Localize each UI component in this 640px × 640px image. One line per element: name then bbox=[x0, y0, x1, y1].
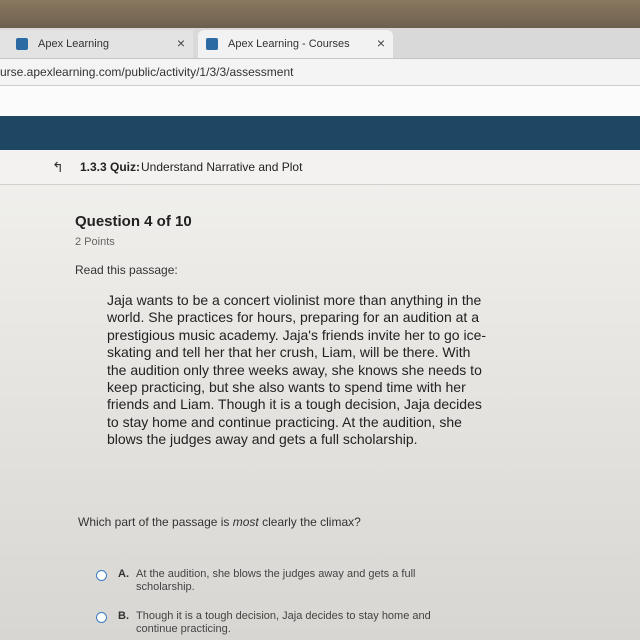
tab-title: Apex Learning bbox=[38, 38, 109, 50]
prompt-emphasis: most bbox=[232, 515, 259, 529]
apex-favicon-icon bbox=[16, 38, 28, 50]
question-panel bbox=[0, 185, 640, 640]
question-instruction: Read this passage: bbox=[75, 263, 178, 277]
apex-favicon-icon bbox=[206, 38, 218, 50]
monitor-bezel bbox=[0, 0, 640, 28]
close-tab-icon[interactable]: × bbox=[376, 35, 385, 51]
tab-apex-courses[interactable] bbox=[198, 30, 393, 58]
browser-tab-bar bbox=[0, 28, 640, 59]
quiz-title: Understand Narrative and Plot bbox=[141, 160, 303, 174]
tab-title: Apex Learning - Courses bbox=[228, 38, 350, 50]
radio-button[interactable] bbox=[96, 612, 107, 623]
quiz-header bbox=[0, 150, 640, 185]
question-points: 2 Points bbox=[75, 236, 115, 248]
page-top-area bbox=[0, 86, 640, 116]
prompt-text-end: clearly the climax? bbox=[258, 515, 361, 529]
option-letter: A. bbox=[118, 568, 129, 580]
address-bar[interactable] bbox=[0, 59, 640, 86]
reading-passage: Jaja wants to be a concert violinist more than anything in the world. She practices for hours, preparing for an audition at a prestigious music academy. Jaja's friends invite her to go ice-skating and tell her that her crush, Liam, will be there. With the audition only three weeks away, she knows she needs to keep practicing, but she also wants to spend time with her friends and Liam. Though it is a tough decision, Jaja decides to stay home and continue practicing. At the audition, she blows the judges away and gets a full scholarship. bbox=[107, 292, 487, 448]
back-arrow-icon[interactable]: ↰ bbox=[52, 159, 64, 175]
option-text[interactable]: Though it is a tough decision, Jaja decides to stay home and continue practicing. bbox=[136, 610, 431, 635]
quiz-number: 1.3.3 bbox=[80, 160, 107, 174]
url-text[interactable]: urse.apexlearning.com/public/activity/1/3/3/assessment bbox=[0, 65, 294, 79]
question-title: Question 4 of 10 bbox=[75, 213, 192, 230]
option-text[interactable]: At the audition, she blows the judges away and gets a full scholarship. bbox=[136, 568, 416, 593]
site-nav-band bbox=[0, 116, 640, 150]
quiz-label: Quiz: bbox=[110, 160, 140, 174]
radio-button[interactable] bbox=[96, 570, 107, 581]
prompt-text: Which part of the passage is bbox=[78, 515, 233, 529]
close-tab-icon[interactable]: × bbox=[176, 35, 185, 51]
question-prompt bbox=[78, 515, 361, 529]
tab-apex-learning[interactable] bbox=[0, 30, 193, 58]
option-letter: B. bbox=[118, 610, 129, 622]
